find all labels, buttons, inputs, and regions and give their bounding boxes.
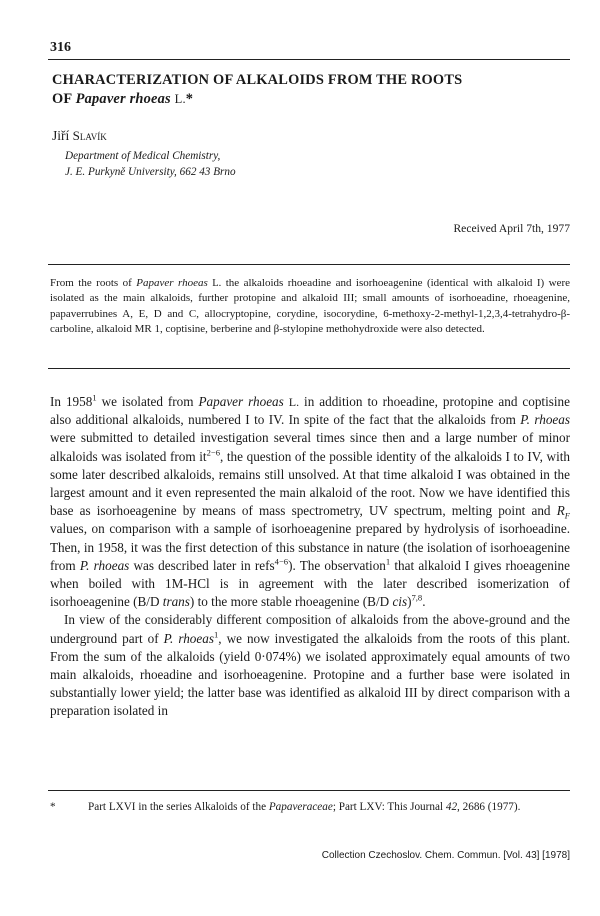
p1-text: were submitted to detailed investigation several times since then and a large number of minor alkaloids was isolated from it <box>50 430 570 464</box>
abstract-abbr: L. <box>212 278 222 289</box>
footnote-text: ; Part LXV: This Journal <box>332 801 446 813</box>
footnote-text: Part LXVI in the series Alkaloids of the <box>88 801 269 813</box>
p1-text: ) to the more stable rhoeagenine (B/D <box>189 594 393 610</box>
title-line-2 <box>52 90 572 109</box>
citation: 4−6 <box>274 556 289 567</box>
title-footnote-mark: * <box>185 91 194 107</box>
body-paragraph-1 <box>50 393 570 611</box>
stereo-descriptor: cis <box>392 594 408 610</box>
species-name: P. rhoeas <box>163 630 214 646</box>
article-body <box>50 393 570 721</box>
affiliation-line-2: J. E. Purkyně University, 662 43 Brno <box>65 166 236 178</box>
header-rule <box>48 59 570 60</box>
p1-text: was described later in refs <box>129 557 275 573</box>
author-last-name: Slavík <box>72 128 107 143</box>
p1-text: ) <box>407 594 412 610</box>
citation: 2−6 <box>206 447 220 458</box>
abstract-top-rule <box>48 264 570 265</box>
abstract <box>50 276 570 338</box>
footnote-text: , 2686 (1977). <box>457 801 521 813</box>
rf-subscript: F <box>564 510 570 521</box>
title-species: Papaver rhoeas <box>75 91 171 107</box>
p2-text: In view of the considerably different composition of alkaloids from the above-ground and the underground part of <box>50 612 570 646</box>
p1-text: . <box>422 594 426 610</box>
author-abbr: L. <box>288 395 300 409</box>
affiliation <box>65 148 236 180</box>
received-date: Received April 7th, 1977 <box>453 222 570 235</box>
title-author-abbr: L. <box>174 92 186 106</box>
footnote <box>50 800 570 815</box>
family-name: Papaveraceae <box>268 801 333 813</box>
citation: 1 <box>385 556 391 567</box>
abstract-species: Papaver rhoeas <box>136 277 208 289</box>
abstract-part-1: From the roots of <box>50 277 137 289</box>
rf-symbol: R <box>556 503 565 519</box>
citation: 1 <box>213 629 219 640</box>
p1-text: ). The observation <box>288 557 386 573</box>
journal-citation-footer: Collection Czechoslov. Chem. Commun. [Vol. 43] [1978] <box>321 850 570 861</box>
species-name: P. rhoeas <box>79 557 130 573</box>
footnote-rule <box>48 790 570 791</box>
p1-text: , the question of the possible identity of the alkaloids I to IV, with some later described alkaloids, remains still unsolved. At that time alkaloid I was obtained in the largest amount and it even represented the main alkaloid of the root. Now we have identified this base as isorhoeagenine by means of mass spectrometry, UV spectrum, melting point and <box>50 448 570 519</box>
affiliation-line-1: Department of Medical Chemistry, <box>65 150 221 162</box>
title-prefix: OF <box>52 91 76 107</box>
citation: 7,8 <box>411 592 423 603</box>
author-name <box>52 128 107 144</box>
abstract-text <box>50 276 570 338</box>
article-title <box>52 71 572 109</box>
body-paragraph-2 <box>50 611 570 720</box>
p1-text: values, on comparison with a sample of isorhoeagenine prepared by hydrolysis of isorhoeadine. Then, in 1958, it was the first detection of this substance in nature (the isolation of isorhoeagenine from <box>50 521 570 573</box>
p1-text: that alkaloid I gives rhoeagenine when boiled with 1M-HCl is in agreement with the later described isomerization of isorhoeagenine (B/D <box>50 557 570 610</box>
abstract-part-2: the alkaloids rhoeadine and isorhoeagenine (identical with alkaloid I) were isolated as the main alkaloids, further protopine and alkaloid III; small amounts of isorhoeadine, rhoeagenine, papaverrubines A, E, D and C, allocryptopine, corydine, isocorydine, 6-methoxy-2-methyl-1,2,3,4-tetrahydro-β-carboline, alkaloid MR 1, coptisine, berberine and β-stylopine methohydroxide were also detected. <box>50 277 570 336</box>
citation: 1 <box>92 392 97 403</box>
p1-text: In 1958 <box>50 394 93 409</box>
page-number: 316 <box>50 40 71 55</box>
p2-text: , we now investigated the alkaloids from the roots of this plant. From the sum of the alkaloids (yield 0·074%) we isolated approximately equal amounts of two main alkaloids, rhoeadine and isorhoeagenine. Protopine and a further base were isolated in substantially lower yield; the latter base was identified as alkaloid III by direct comparison with a preparation isolated in <box>50 630 571 719</box>
author-first-name: Jiří <box>52 128 73 143</box>
volume-number: 42 <box>445 801 458 813</box>
p1-text: we isolated from <box>96 394 199 409</box>
stereo-descriptor: trans <box>162 594 190 610</box>
abstract-bottom-rule <box>48 368 570 369</box>
p1-text: in addition to rhoeadine, protopine and coptisine also additional alkaloids, numbered I to IV. In spite of the fact that the alkaloids from <box>50 394 571 428</box>
species-name: P. rhoeas <box>520 412 570 428</box>
footnote-mark: * <box>50 801 56 813</box>
species-name: Papaver rhoeas <box>198 394 284 409</box>
title-line-1: CHARACTERIZATION OF ALKALOIDS FROM THE ROOTS <box>52 72 463 88</box>
